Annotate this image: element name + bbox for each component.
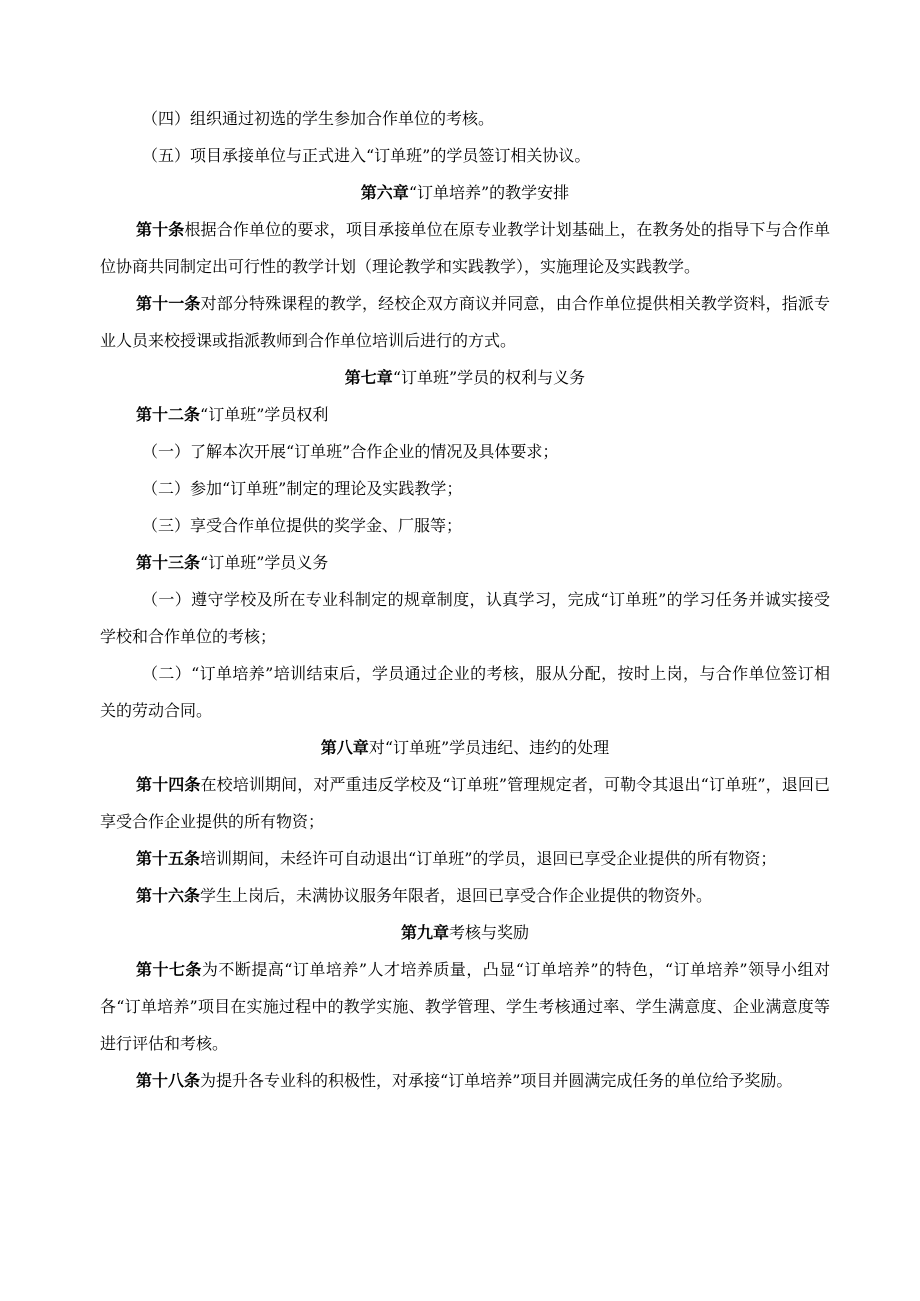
chapter-label: 第八章 <box>320 738 369 757</box>
list-item: （一）了解本次开展“订单班”合作企业的情况及具体要求； <box>142 442 559 461</box>
article-15 <box>100 840 830 877</box>
article-14 <box>100 766 830 840</box>
article-text: 学生上岗后，未满协议服务年限者，退回已享受合作企业提供的物资外。 <box>200 886 713 905</box>
article-13 <box>100 544 830 581</box>
article-label: 第十三条 <box>136 553 201 572</box>
list-item: （三）享受合作单位提供的奖学金、厂服等； <box>142 516 463 535</box>
chapter-title: 对“订单班”学员违纪、违约的处理 <box>368 738 610 757</box>
list-item: （一）遵守学校及所在专业科制定的规章制度，认真学习，完成“订单班”的学习任务并诚实接受学校和合作单位的考核； <box>100 590 830 646</box>
article-label: 第十一条 <box>136 294 201 313</box>
document-body <box>100 100 830 1099</box>
article-12 <box>100 396 830 433</box>
chapter-9-heading <box>100 914 830 951</box>
chapter-label: 第六章 <box>360 183 409 202</box>
article-text: 对部分特殊课程的教学，经校企双方商议并同意，由合作单位提供相关教学资料，指派专业人员来校授课或指派教师到合作单位培训后进行的方式。 <box>100 294 830 350</box>
list-item: （二）“订单培养”培训结束后，学员通过企业的考核，服从分配，按时上岗，与合作单位签订相关的劳动合同。 <box>100 664 830 720</box>
article-10 <box>100 211 830 285</box>
list-item: （五）项目承接单位与正式进入“订单班”的学员签订相关协议。 <box>142 146 591 165</box>
article-label: 第十六条 <box>136 886 201 905</box>
chapter-label: 第九章 <box>400 923 449 942</box>
article-text: 根据合作单位的要求，项目承接单位在原专业教学计划基础上，在教务处的指导下与合作单位协商共同制定出可行性的教学计划（理论教学和实践教学），实施理论及实践教学。 <box>100 220 830 276</box>
article-label: 第十条 <box>136 220 185 239</box>
list-item: （四）组织通过初选的学生参加合作单位的考核。 <box>142 109 495 128</box>
article-17 <box>100 951 830 1062</box>
chapter-label: 第七章 <box>344 368 393 387</box>
chapter-6-heading <box>100 174 830 211</box>
article-text: “订单班”学员义务 <box>200 553 329 572</box>
article-text: 培训期间，未经许可自动退出“订单班”的学员，退回已享受企业提供的所有物资； <box>200 849 777 868</box>
article-16 <box>100 877 830 914</box>
article-text: “订单班”学员权利 <box>200 405 329 424</box>
article-11 <box>100 285 830 359</box>
article-label: 第十五条 <box>136 849 201 868</box>
chapter-title: “订单班”学员的权利与义务 <box>392 368 586 387</box>
article-label: 第十八条 <box>136 1071 201 1090</box>
chapter-7-heading <box>100 359 830 396</box>
list-item: （二）参加“订单班”制定的理论及实践教学； <box>142 479 463 498</box>
article-label: 第十二条 <box>136 405 201 424</box>
article-label: 第十四条 <box>136 775 201 794</box>
chapter-title: “订单培养”的教学安排 <box>408 183 570 202</box>
article-text: 为不断提高“订单培养”人才培养质量，凸显“订单培养”的特色，“订单培养”领导小组对各“订单培养”项目在实施过程中的教学实施、教学管理、学生考核通过率、学生满意度、企业满意度等进行评估和考核。 <box>100 960 830 1053</box>
chapter-8-heading <box>100 729 830 766</box>
article-18 <box>100 1062 830 1099</box>
article-text: 为提升各专业科的积极性，对承接“订单培养”项目并圆满完成任务的单位给予奖励。 <box>200 1071 793 1090</box>
article-text: 在校培训期间，对严重违反学校及“订单班”管理规定者，可勒令其退出“订单班”，退回已享受合作企业提供的所有物资； <box>100 775 830 831</box>
chapter-title: 考核与奖励 <box>449 923 530 942</box>
article-label: 第十七条 <box>136 960 202 979</box>
